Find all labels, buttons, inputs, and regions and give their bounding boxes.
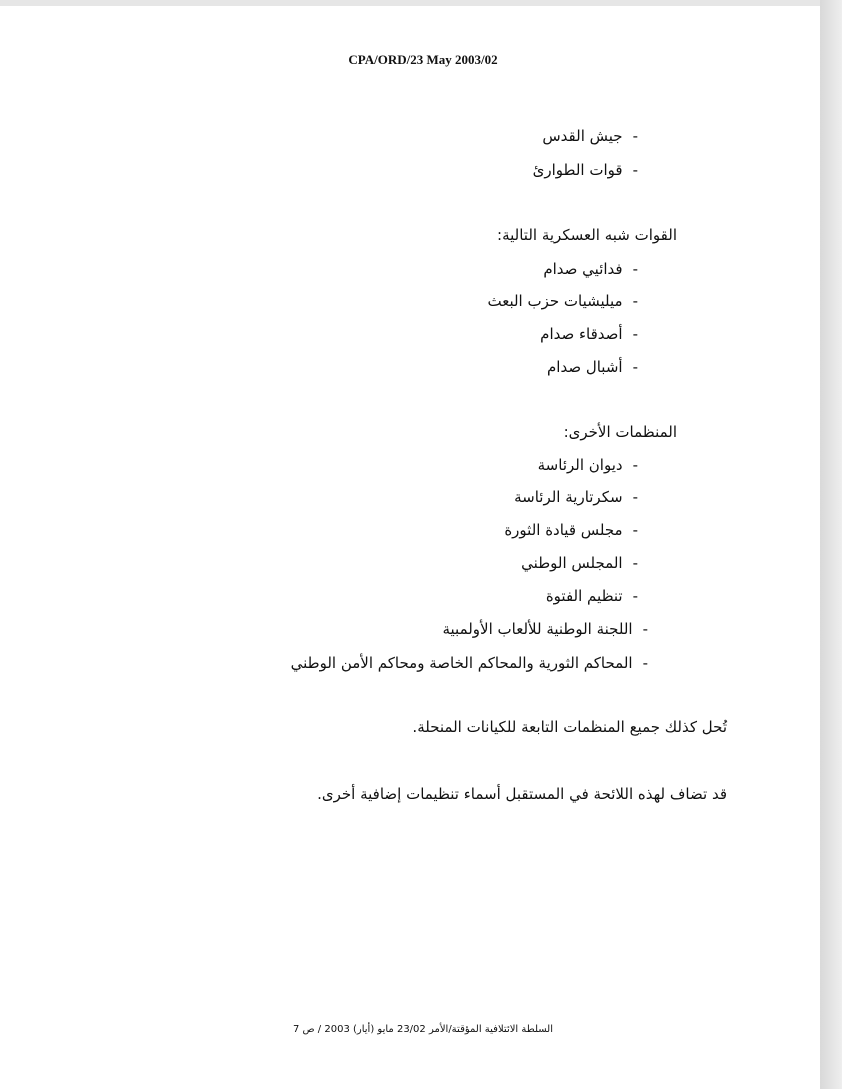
list-item: -فدائيي صدام — [543, 260, 638, 278]
list-item: -قوات الطوارئ — [532, 161, 638, 179]
list-item: -اللجنة الوطنية للألعاب الأولمبية — [442, 620, 648, 638]
page-edge-shadow — [820, 0, 842, 1089]
page-footer: السلطة الائتلافية المؤقتة/الأمر 23/02 مايو (أيار) 2003 / ص 7 — [292, 1024, 554, 1035]
list-item: -جيش القدس — [542, 127, 638, 145]
list-item: -أشبال صدام — [547, 358, 638, 376]
list-item: -تنظيم الفتوة — [545, 587, 638, 605]
paragraph-future-additions: قد تضاف لهذه اللائحة في المستقبل أسماء تنظيمات إضافية أخرى. — [317, 785, 727, 803]
list-item: -سكرتارية الرئاسة — [514, 488, 638, 506]
document-reference-header: CPA/ORD/23 May 2003/02 — [348, 52, 498, 67]
paragraph-dissolved-affiliates: تُحل كذلك جميع المنظمات التابعة للكيانات المنحلة. — [412, 718, 727, 736]
list-item: -أصدقاء صدام — [540, 325, 638, 343]
section-heading-other-orgs: المنظمات الأخرى: — [563, 423, 677, 441]
section-heading-paramilitary: القوات شبه العسكرية التالية: — [497, 226, 677, 244]
list-item: -مجلس قيادة الثورة — [504, 521, 638, 539]
list-item: -المجلس الوطني — [521, 554, 638, 572]
list-item: -ديوان الرئاسة — [537, 456, 638, 474]
list-item: -ميليشيات حزب البعث — [487, 292, 638, 310]
document-page — [0, 6, 821, 1089]
list-item: -المحاكم الثورية والمحاكم الخاصة ومحاكم الأمن الوطني — [290, 654, 648, 672]
